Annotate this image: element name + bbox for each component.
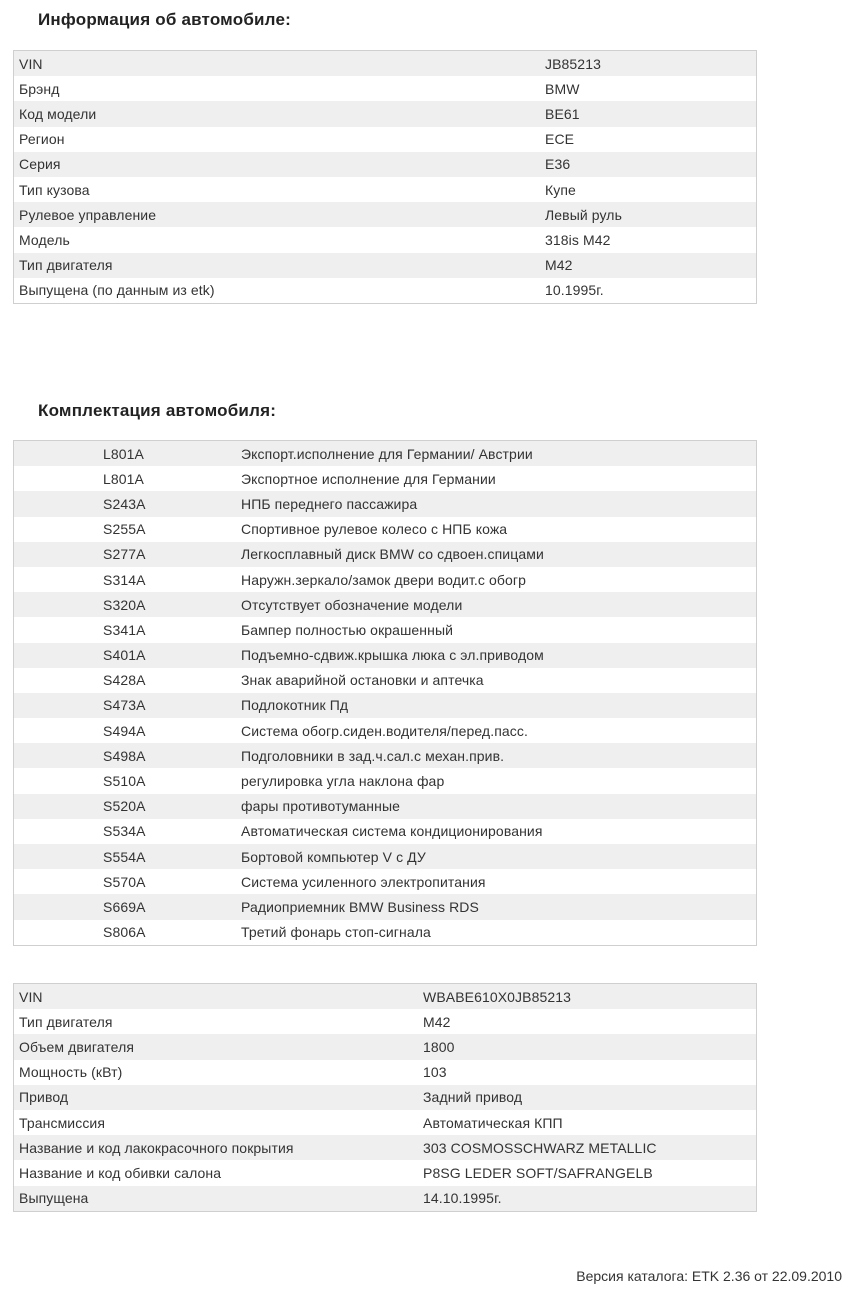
table-row xyxy=(14,1160,756,1185)
table-row xyxy=(14,743,756,768)
row-label: Тип двигателя xyxy=(19,257,113,274)
table-row xyxy=(14,51,756,76)
table-row xyxy=(14,76,756,101)
table-row xyxy=(14,844,756,869)
table-row xyxy=(14,152,756,177)
option-description: Спортивное рулевое колесо с НПБ кожа xyxy=(241,521,508,538)
option-code: S473A xyxy=(103,697,146,714)
row-value: WBABE610X0JB85213 xyxy=(423,988,572,1005)
row-label: Тип двигателя xyxy=(19,1013,113,1030)
option-description: Отсутствует обозначение модели xyxy=(241,596,463,613)
row-label: Мощность (кВт) xyxy=(19,1064,123,1081)
table-row xyxy=(14,819,756,844)
option-code: S510A xyxy=(103,773,146,790)
option-code: S498A xyxy=(103,747,146,764)
row-value: M42 xyxy=(545,257,573,274)
row-label: Выпущена (по данным из etk) xyxy=(19,282,215,299)
option-code: S806A xyxy=(103,924,146,941)
option-description: фары противотуманные xyxy=(241,798,401,815)
row-value: ECE xyxy=(545,131,575,148)
table-row xyxy=(14,894,756,919)
table-row xyxy=(14,253,756,278)
table-row xyxy=(14,542,756,567)
option-description: Подлокотник Пд xyxy=(241,697,349,714)
row-value: 318is M42 xyxy=(545,231,611,248)
row-value: Левый руль xyxy=(545,206,622,223)
option-code: S320A xyxy=(103,596,146,613)
table-row xyxy=(14,101,756,126)
row-label: Название и код обивки салона xyxy=(19,1164,222,1181)
row-value: BMW xyxy=(545,80,580,97)
row-value: M42 xyxy=(423,1013,451,1030)
table-row xyxy=(14,1110,756,1135)
table-row xyxy=(14,920,756,945)
table-row xyxy=(14,177,756,202)
option-code: S255A xyxy=(103,521,146,538)
row-label: Тип кузова xyxy=(19,181,90,198)
option-code: S428A xyxy=(103,672,146,689)
vehicle-info-title: Информация об автомобиле: xyxy=(38,10,291,29)
row-value: JB85213 xyxy=(545,55,601,72)
option-description: Третий фонарь стоп-сигнала xyxy=(241,924,431,941)
option-code: S669A xyxy=(103,898,146,915)
option-code: L801A xyxy=(103,470,144,487)
table-row xyxy=(14,441,756,466)
table-row xyxy=(14,278,756,303)
catalog-version: Версия каталога: ETK 2.36 от 22.09.2010 xyxy=(576,1268,842,1284)
table-row xyxy=(14,1135,756,1160)
row-label: Выпущена xyxy=(19,1190,89,1207)
option-code: S314A xyxy=(103,571,146,588)
option-code: S554A xyxy=(103,848,146,865)
equipment-title: Комплектация автомобиля: xyxy=(38,401,277,420)
row-value: E36 xyxy=(545,156,571,173)
row-value: Задний привод xyxy=(423,1089,523,1106)
vehicle-details-table xyxy=(13,983,757,1212)
table-row xyxy=(14,1034,756,1059)
table-row xyxy=(14,794,756,819)
table-row xyxy=(14,1060,756,1085)
row-label: Рулевое управление xyxy=(19,206,157,223)
option-description: Наружн.зеркало/замок двери водит.с обогр xyxy=(241,571,526,588)
option-description: регулировка угла наклона фар xyxy=(241,773,445,790)
table-row xyxy=(14,466,756,491)
option-code: S243A xyxy=(103,495,146,512)
row-label: Модель xyxy=(19,231,70,248)
row-value: Купе xyxy=(545,181,576,198)
option-description: Автоматическая система кондиционирования xyxy=(241,823,543,840)
row-value: 10.1995г. xyxy=(545,282,604,299)
table-row xyxy=(14,668,756,693)
row-value: 303 COSMOSSCHWARZ METALLIC xyxy=(423,1139,657,1156)
option-description: Подъемно-сдвиж.крышка люка с эл.приводом xyxy=(241,647,544,664)
row-label: Брэнд xyxy=(19,80,60,97)
option-description: Радиоприемник BMW Business RDS xyxy=(241,898,479,915)
vehicle-info-table xyxy=(13,50,757,304)
table-row xyxy=(14,768,756,793)
option-code: S401A xyxy=(103,647,146,664)
row-value: P8SG LEDER SOFT/SAFRANGELB xyxy=(423,1164,653,1181)
option-description: Подголовники в зад.ч.сал.с механ.прив. xyxy=(241,747,505,764)
option-description: НПБ переднего пассажира xyxy=(241,495,418,512)
table-row xyxy=(14,567,756,592)
table-row xyxy=(14,693,756,718)
option-description: Система усиленного электропитания xyxy=(241,873,486,890)
row-label: VIN xyxy=(19,55,43,72)
option-code: S520A xyxy=(103,798,146,815)
option-code: L801A xyxy=(103,445,144,462)
table-row xyxy=(14,643,756,668)
option-code: S341A xyxy=(103,621,146,638)
row-label: Трансмиссия xyxy=(19,1114,106,1131)
equipment-table xyxy=(13,440,757,946)
row-value: 103 xyxy=(423,1064,447,1081)
row-value: 1800 xyxy=(423,1038,455,1055)
option-description: Знак аварийной остановки и аптечка xyxy=(241,672,484,689)
table-row xyxy=(14,718,756,743)
option-description: Экспорт.исполнение для Германии/ Австрии xyxy=(241,445,533,462)
table-row xyxy=(14,1085,756,1110)
row-label: Название и код лакокрасочного покрытия xyxy=(19,1139,294,1156)
option-code: S494A xyxy=(103,722,146,739)
table-row xyxy=(14,227,756,252)
row-label: VIN xyxy=(19,988,43,1005)
option-description: Система обогр.сиден.водителя/перед.пасс. xyxy=(241,722,528,739)
table-row xyxy=(14,202,756,227)
table-row xyxy=(14,1186,756,1211)
row-value: BE61 xyxy=(545,105,580,122)
row-label: Регион xyxy=(19,131,65,148)
table-row xyxy=(14,127,756,152)
option-description: Экспортное исполнение для Германии xyxy=(241,470,496,487)
row-label: Объем двигателя xyxy=(19,1038,135,1055)
row-label: Привод xyxy=(19,1089,69,1106)
option-description: Бортовой компьютер V с ДУ xyxy=(241,848,426,865)
table-row xyxy=(14,517,756,542)
table-row xyxy=(14,491,756,516)
option-code: S277A xyxy=(103,546,146,563)
row-value: Автоматическая КПП xyxy=(423,1114,563,1131)
row-label: Код модели xyxy=(19,105,97,122)
option-code: S534A xyxy=(103,823,146,840)
row-label: Серия xyxy=(19,156,61,173)
table-row xyxy=(14,1009,756,1034)
option-description: Легкосплавный диск BMW со сдвоен.спицами xyxy=(241,546,544,563)
row-value: 14.10.1995г. xyxy=(423,1190,502,1207)
table-row xyxy=(14,984,756,1009)
table-row xyxy=(14,592,756,617)
option-description: Бампер полностью окрашенный xyxy=(241,621,454,638)
table-row xyxy=(14,617,756,642)
table-row xyxy=(14,869,756,894)
option-code: S570A xyxy=(103,873,146,890)
